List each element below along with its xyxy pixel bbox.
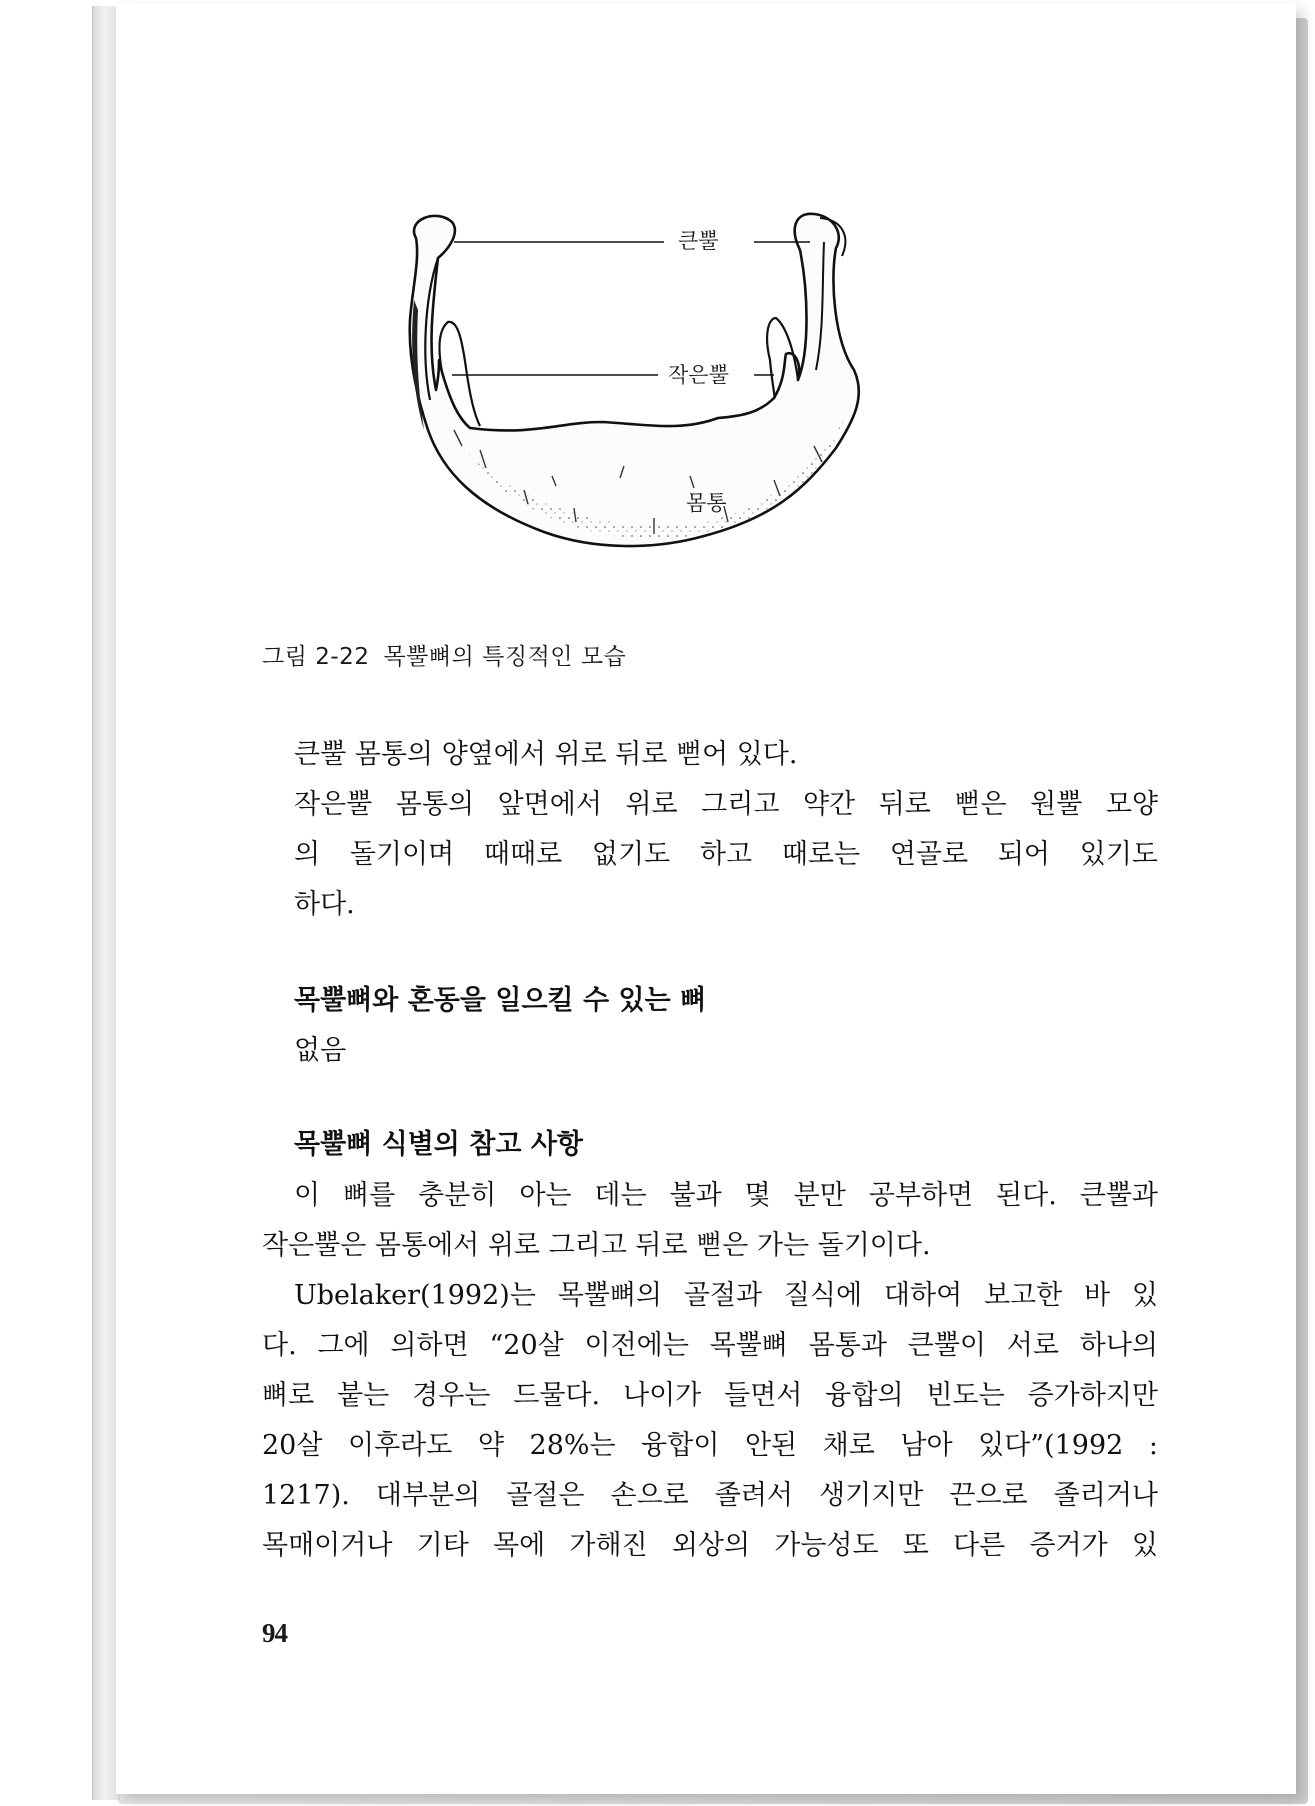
definition-line-2: 작은뿔 몸통의 앞면에서 위로 그리고 약간 뒤로 뻗은 원뿔 모양 [294,789,1158,820]
label-body: 몸통 [686,491,727,515]
reference-line-3: Ubelaker(1992)는 목뿔뼈의 골절과 질식에 대하여 보고한 바 있 [294,1280,1158,1311]
hyoid-bone-drawing [324,200,1024,610]
label-greater-horn: 큰뿔 [668,228,729,254]
definition-line-3: 의 돌기이며 때때로 없기도 하고 때로는 연골로 되어 있기도 [294,839,1158,870]
page-number: 94 [262,1618,287,1648]
figure-caption-text: 목뿔뼈의 특징적인 모습 [383,644,627,670]
reference-line-7: 1217). 대부분의 골절은 손으로 졸려서 생기지만 끈으로 졸리거나 [262,1480,1158,1511]
reference-line-4: 다. 그에 의하면 “20살 이전에는 목뿔뼈 몸통과 큰뿔이 서로 하나의 [262,1330,1158,1361]
reference-line-2: 작은뿔은 몸통에서 위로 그리고 뒤로 뻗은 가는 돌기이다. [262,1230,931,1261]
definition-line-4: 하다. [294,889,355,920]
reference-line-8: 목매이거나 기타 목에 가해진 외상의 가능성도 또 다른 증거가 있 [262,1530,1158,1561]
confusion-answer: 없음 [294,1035,347,1066]
figure-caption-number: 그림 2-22 [262,644,370,670]
hyoid-outline [410,214,859,546]
reference-line-6: 20살 이후라도 약 28%는 융합이 안된 채로 남아 있다”(1992 : [262,1430,1158,1461]
reference-heading: 목뿔뼈 식별의 참고 사항 [294,1129,584,1160]
reference-line-5: 뼈로 붙는 경우는 드물다. 나이가 들면서 융합의 빈도는 증가하지만 [262,1380,1158,1411]
label-lesser-horn: 작은뿔 [658,362,739,388]
reference-line-1: 이 뼈를 충분히 아는 데는 불과 몇 분만 공부하면 된다. 큰뿔과 [294,1180,1158,1211]
confusion-heading: 목뿔뼈와 혼동을 일으킬 수 있는 뼈 [294,985,707,1016]
figure-caption [262,638,626,671]
definition-line-1: 큰뿔 몸통의 양옆에서 위로 뒤로 뻗어 있다. [294,739,798,770]
hyoid-figure [324,200,1024,610]
